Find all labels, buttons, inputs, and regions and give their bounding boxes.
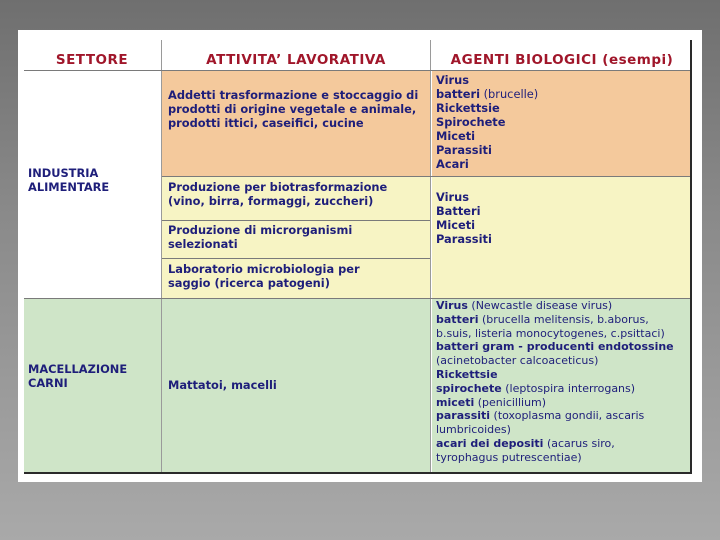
agent-detail: tyrophagus putrescentiae) [436, 450, 582, 464]
agent-line [436, 218, 686, 232]
macellazione-activity-cell [162, 298, 430, 472]
agent-name: Virus [436, 73, 470, 87]
agent-line [436, 354, 686, 368]
grid-hline-d [24, 298, 690, 299]
agent-line [436, 368, 686, 382]
agent-name: Spirochete [436, 115, 506, 129]
agent-detail: lumbricoides) [436, 423, 511, 437]
grid-vline-2 [430, 40, 431, 472]
agent-detail: (acarus siro, [543, 436, 615, 450]
agent-line [436, 232, 686, 246]
agent-name: spirochete [436, 381, 502, 395]
activity-1-text: Addetti trasformazione e stoccaggio di prodotti di origine vegetale e animale, prodotti ittici, caseifici, cucine [168, 88, 419, 130]
agent-line [436, 451, 686, 465]
agent-name: Rickettsie [436, 101, 500, 115]
agent-detail: (brucelle) [479, 87, 539, 101]
grid-hline-b [162, 220, 430, 221]
industria-sector-cell [24, 70, 161, 298]
agent-line [436, 437, 686, 451]
agent-name: acari dei depositi [436, 436, 544, 450]
agents-list-3 [432, 298, 690, 468]
macellazione-activity-text: Mattatoi, macelli [168, 378, 277, 392]
agent-name: Miceti [436, 218, 476, 232]
agent-line [436, 313, 686, 327]
agents-cell-3 [432, 298, 690, 472]
agent-name: Virus [436, 190, 470, 204]
macellazione-sector-label: MACELLAZIONE CARNI [28, 362, 128, 390]
activity-4-text: Laboratorio microbiologia per saggio (ricerca patogeni) [168, 262, 360, 290]
activity-row-4 [162, 258, 430, 298]
activity-2-text: Produzione per biotrasformazione (vino, birra, formaggi, zuccheri) [168, 180, 388, 208]
agent-line [436, 204, 686, 218]
grid-vline-1 [161, 40, 162, 472]
agent-detail: (penicillium) [474, 395, 547, 409]
agent-detail: (toxoplasma gondii, ascaris [490, 409, 645, 423]
grid-hline-a [162, 176, 690, 177]
agent-name: batteri [436, 312, 479, 326]
table-right-border [690, 40, 692, 474]
agent-name: batteri [436, 87, 480, 101]
agent-detail: (acinetobacter calcoaceticus) [436, 354, 599, 368]
agent-detail: (leptospira interrogans) [501, 381, 636, 395]
agent-name: batteri gram - producenti endotossine [436, 340, 674, 354]
agent-line [436, 340, 686, 354]
agent-name: miceti [436, 395, 475, 409]
agent-line [436, 299, 686, 313]
agent-line [436, 190, 686, 204]
industria-sector-label: INDUSTRIA ALIMENTARE [28, 166, 110, 194]
agent-line [436, 423, 686, 437]
agent-line [436, 327, 686, 341]
header-settore: SETTORE [55, 52, 129, 68]
agent-detail: (brucella melitensis, b.aborus, [478, 312, 649, 326]
grid-hline-c [162, 258, 430, 259]
header-attivita: ATTIVITA’ LAVORATIVA [206, 52, 386, 68]
header-agenti: AGENTI BIOLOGICI (esempi) [450, 52, 674, 68]
agent-line [436, 396, 686, 410]
table-bottom-border [24, 472, 692, 474]
activity-row-3 [162, 220, 430, 258]
agent-line [436, 143, 686, 157]
activity-row-2 [162, 176, 430, 220]
grid-hline-header [24, 70, 690, 71]
agent-line [436, 101, 686, 115]
agent-name: Parassiti [436, 143, 492, 157]
agents-list-1 [432, 70, 690, 174]
agent-line [436, 129, 686, 143]
agent-line [436, 409, 686, 423]
agent-name: Rickettsie [436, 367, 498, 381]
macellazione-sector-cell [24, 298, 161, 472]
agent-detail: (Newcastle disease virus) [467, 299, 613, 312]
activity-row-1 [162, 70, 430, 176]
agents-cell-1 [432, 70, 690, 176]
agents-list-2 [432, 176, 690, 249]
agent-name: Parassiti [436, 232, 492, 246]
activity-3-text: Produzione di microrganismi selezionati [168, 223, 353, 251]
agent-line [436, 73, 686, 87]
agent-line [436, 157, 686, 171]
agents-cell-2 [432, 176, 690, 298]
slide [18, 30, 702, 482]
agent-line [436, 382, 686, 396]
agent-line [436, 87, 686, 101]
agent-name: Batteri [436, 204, 481, 218]
agent-detail: b.suis, listeria monocytogenes, c.psittaci) [436, 326, 665, 340]
agent-name: Miceti [436, 129, 476, 143]
agent-name: parassiti [436, 409, 491, 423]
agent-line [436, 115, 686, 129]
agent-name: Acari [436, 157, 469, 171]
agent-name: Virus [436, 299, 468, 312]
